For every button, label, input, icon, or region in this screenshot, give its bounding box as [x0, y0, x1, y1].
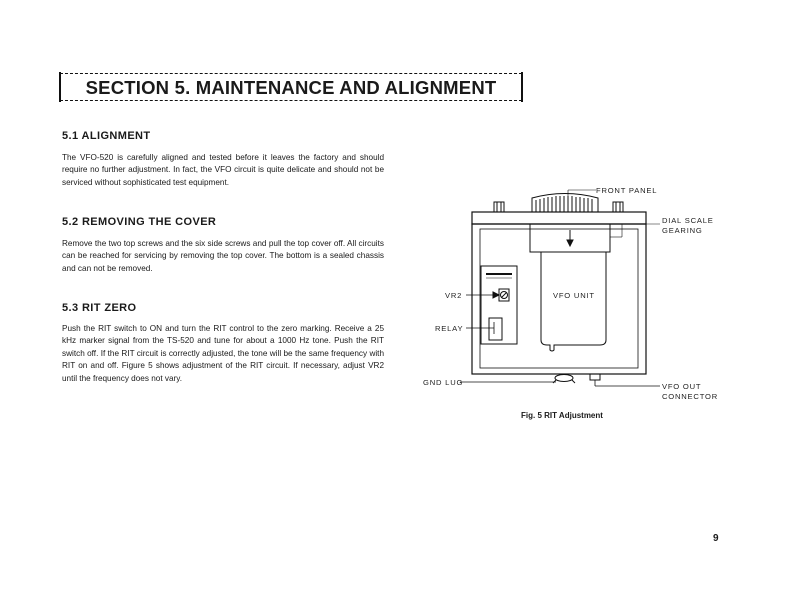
paragraph-5-1: The VFO-520 is carefully aligned and tested before it leaves the factory and should require no further adjustment. In fact, the VFO circuit is quite delicate and should not be serviced without sophisticated test equipment.	[62, 153, 384, 187]
label-vr2: VR2	[445, 291, 463, 300]
vfo-unit-can	[541, 252, 606, 351]
section-title: SECTION 5. MAINTENANCE AND ALIGNMENT	[85, 77, 497, 98]
figure-caption: Fig. 5 RIT Adjustment	[521, 411, 603, 420]
label-front-panel: FRONT PANEL	[596, 186, 658, 195]
relay	[489, 318, 502, 340]
heading-5-2: 5.2 REMOVING THE COVER	[62, 216, 217, 228]
paragraph-5-3: Push the RIT switch to ON and turn the RIT control to the zero marking. Receive a 25 kHz marker signal from the TS-520 and tune for about a 1000 Hz tone. Push the RIT switch off. If the RIT circuit is correctly adjusted, the tone will be the same frequency with RIT on and off. Figure 5 shows adjustment of the RIT circuit. If necessary, adjust VR2 until the frequency does not vary.	[62, 324, 384, 383]
page-number: 9	[713, 533, 719, 544]
heading-5-1: 5.1 ALIGNMENT	[62, 130, 151, 142]
label-gnd-lug: GND LUG	[423, 378, 464, 387]
tuning-knob	[532, 194, 598, 213]
right-front-screw	[613, 202, 623, 212]
paragraph-5-2: Remove the two top screws and the six side screws and pull the top cover off. All circuits can be reached for servicing by removing the top cover. The bottom is a sealed chassis and can not be removed.	[62, 239, 384, 273]
left-front-screw	[494, 202, 504, 212]
label-vfo-unit: VFO UNIT	[553, 291, 595, 300]
label-relay: RELAY	[435, 324, 464, 333]
label-dial-scale: DIAL SCALE	[662, 216, 714, 225]
front-panel	[472, 212, 646, 224]
label-vfo-out: VFO OUT	[662, 382, 702, 391]
vfo-out-connector	[590, 374, 600, 380]
gnd-lug	[555, 375, 573, 382]
label-gearing: GEARING	[662, 226, 703, 235]
heading-5-3: 5.3 RIT ZERO	[62, 302, 137, 314]
label-connector: CONNECTOR	[662, 392, 718, 401]
